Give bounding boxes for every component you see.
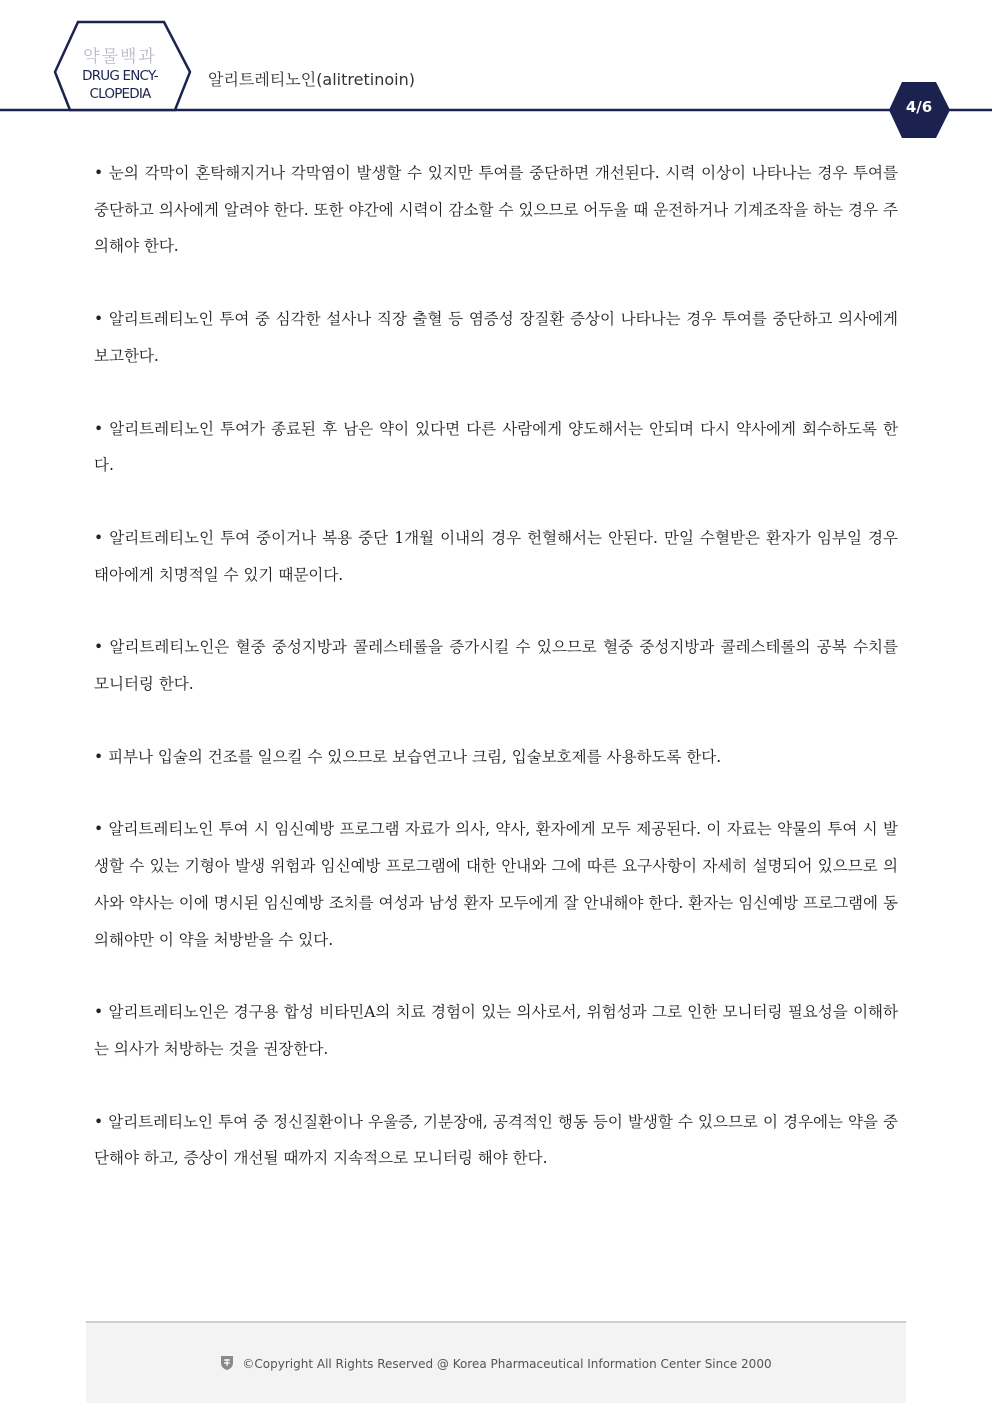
logo-english xyxy=(75,67,165,103)
shield-emblem-icon xyxy=(220,1355,234,1374)
footer-copyright-line xyxy=(86,1355,906,1374)
bullet-paragraph: • 알리트레티노인은 혈중 중성지방과 콜레스테롤을 증가시킬 수 있으므로 혈중 중성지방과 콜레스테롤의 공복 수치를 모니터링 한다. xyxy=(94,638,898,694)
copyright-text: ©Copyright All Rights Reserved @ Korea Pharmaceutical Information Center Since 2000 xyxy=(242,1357,772,1371)
bullet-paragraph: • 알리트레티노인 투여가 종료된 후 남은 약이 있다면 다른 사람에게 양도해서는 안되며 다시 약사에게 회수하도록 한다. xyxy=(94,419,898,475)
logo-korean: 약물백과 xyxy=(83,47,157,67)
bullet-paragraph: • 눈의 각막이 혼탁해지거나 각막염이 발생할 수 있지만 투여를 중단하면 개선된다. 시력 이상이 나타나는 경우 투여를 중단하고 의사에게 알려야 한다. 또한 야간에 시력이 감소할 수 있으므로 어두울 때 운전하거나 기계조작을 하는 경우 주의해야 한다. xyxy=(94,164,898,256)
logo-english-line2: CLOPEDIA xyxy=(89,86,151,102)
page-header xyxy=(0,0,992,140)
document-title: 알리트레티노인(alitretinoin) xyxy=(208,70,415,89)
bullet-paragraph: • 알리트레티노인 투여 중이거나 복용 중단 1개월 이내의 경우 헌혈해서는 안된다. 만일 수혈받은 환자가 임부일 경우 태아에게 치명적일 수 있기 때문이다. xyxy=(94,528,898,584)
page-footer xyxy=(86,1321,906,1403)
bullet-paragraph: • 알리트레티노인 투여 중 정신질환이나 우울증, 기분장애, 공격적인 행동 등이 발생할 수 있으므로 이 경우에는 약을 중단해야 하고, 증상이 개선될 때까지 지속적으로 모니터링 해야 한다. xyxy=(94,1112,898,1168)
bullet-paragraph: • 알리트레티노인 투여 중 심각한 설사나 직장 출혈 등 염증성 장질환 증상이 나타나는 경우 투여를 중단하고 의사에게 보고한다. xyxy=(94,310,898,365)
bullet-paragraph: • 알리트레티노인 투여 시 임신예방 프로그램 자료가 의사, 약사, 환자에게 모두 제공된다. 이 자료는 약물의 투여 시 발생할 수 있는 기형아 발생 위험과 임신예방 프로그램에 대한 안내와 그에 따른 요구사항이 자세히 설명되어 있으므로 의사와 약사는 이에 명시된 임신예방 조치를 여성과 남성 환자 모두에게 잘 안내해야 한다. 환자는 임신예방 프로그램에 동의해야만 이 약을 처방받을 수 있다. xyxy=(94,820,898,949)
logo-english-line1: DRUG ENCY- xyxy=(82,68,158,84)
page-number-badge: 4/6 xyxy=(905,98,933,116)
document-body xyxy=(94,155,898,1213)
bullet-paragraph: • 피부나 입술의 건조를 일으킬 수 있으므로 보습연고나 크림, 입술보호제를 사용하도록 한다. xyxy=(94,747,722,766)
bullet-paragraph: • 알리트레티노인은 경구용 합성 비타민A의 치료 경험이 있는 의사로서, 위험성과 그로 인한 모니터링 필요성을 이해하는 의사가 처방하는 것을 권장한다. xyxy=(94,1003,898,1058)
